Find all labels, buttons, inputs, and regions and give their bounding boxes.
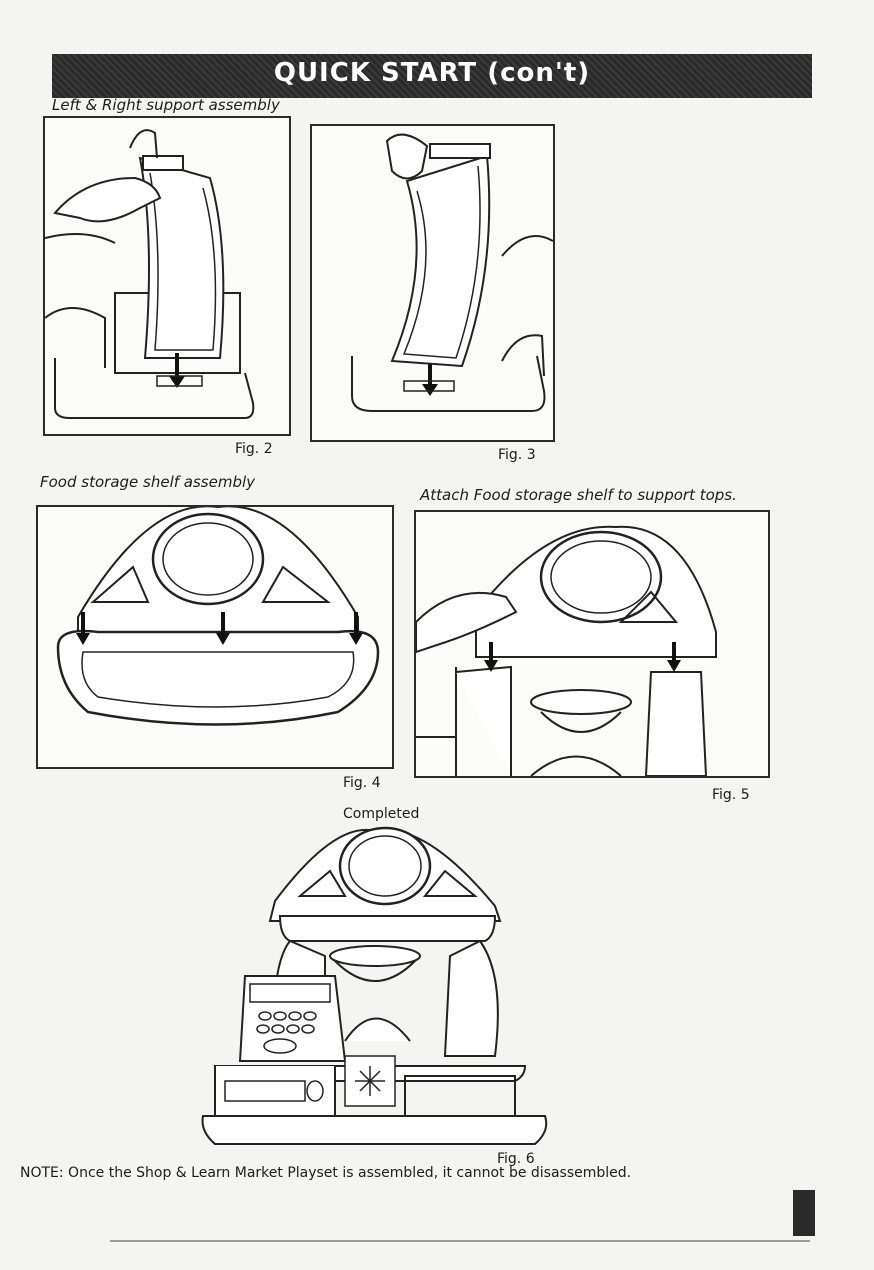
figure-5-illustration [414,510,770,778]
header-banner [52,54,812,98]
fig3-drawing [312,126,553,440]
figure-2-caption: Fig. 2 [235,441,273,457]
support-assembly-label: Left & Right support assembly [52,96,280,114]
page-edge-mark [793,1190,815,1236]
completed-label: Completed [343,806,420,822]
footer-note: NOTE: Once the Shop & Learn Market Playset is assembled, it cannot be disassembled. [20,1165,632,1181]
figure-4-caption: Fig. 4 [343,775,381,791]
shelf-assembly-label: Food storage shelf assembly [40,473,256,491]
attach-shelf-label: Attach Food storage shelf to support tops. [420,486,737,504]
fig4-drawing [38,507,392,767]
figure-6-caption: Fig. 6 [497,1151,535,1167]
page-title: QUICK START (con't) [273,58,591,88]
figure-6-illustration [195,826,555,1152]
figure-2-illustration [43,116,291,436]
fig6-drawing [195,826,555,1152]
fig5-drawing [416,512,768,776]
figure-3-illustration [310,124,555,442]
figure-5-caption: Fig. 5 [712,787,750,803]
bottom-divider [110,1240,810,1242]
figure-4-illustration [36,505,394,769]
figure-3-caption: Fig. 3 [498,447,536,463]
fig2-drawing [45,118,289,434]
